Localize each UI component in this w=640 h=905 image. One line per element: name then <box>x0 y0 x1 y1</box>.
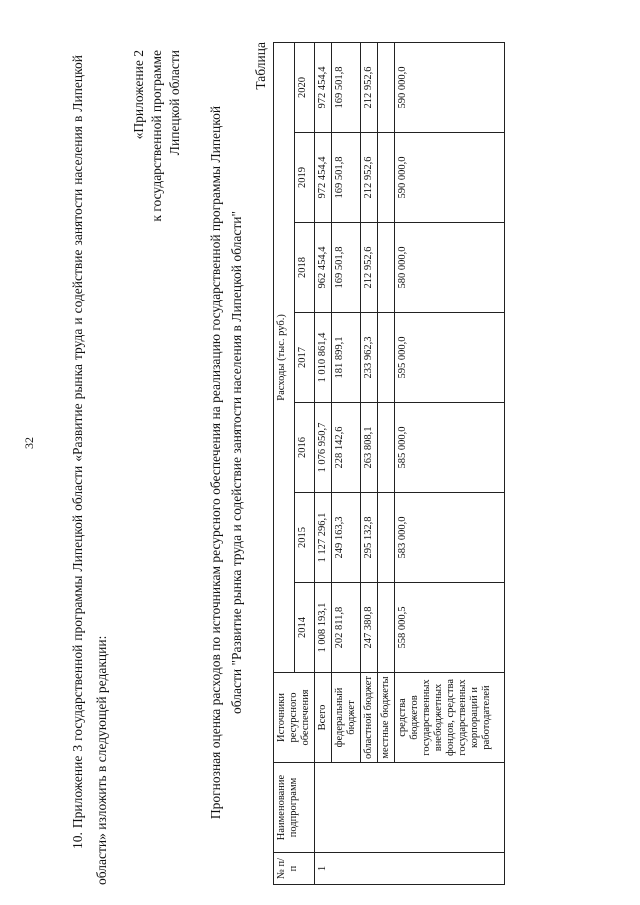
value-cell: 181 899,1 <box>332 313 361 403</box>
value-cell: 1 008 193,1 <box>315 583 332 673</box>
header-year: 2018 <box>294 223 315 313</box>
value-cell <box>378 493 395 583</box>
rotated-page-content <box>60 40 620 885</box>
value-cell: 558 000,5 <box>395 583 505 673</box>
value-cell <box>378 583 395 673</box>
header-year: 2019 <box>294 133 315 223</box>
source-cell: Всего <box>315 673 332 763</box>
header-expenses: Расходы (тыс. руб.) <box>274 42 295 672</box>
value-cell: 595 000,0 <box>395 313 505 403</box>
subprogram-name-cell <box>315 763 505 853</box>
value-cell: 202 811,8 <box>332 583 361 673</box>
source-cell: областной бюджет <box>361 673 378 763</box>
value-cell: 212 952,6 <box>361 133 378 223</box>
table-title-line-1: Прогнозная оценка расходов по источникам ресурсного обеспечения на реализацию государственной программы Липецкой <box>208 105 223 820</box>
value-cell: 263 808,1 <box>361 403 378 493</box>
table-title <box>205 40 247 885</box>
value-cell: 590 000,0 <box>395 42 505 132</box>
value-cell: 228 142,6 <box>332 403 361 493</box>
value-cell: 249 163,3 <box>332 493 361 583</box>
table-row <box>332 42 361 884</box>
value-cell: 212 952,6 <box>361 42 378 132</box>
table-row <box>378 42 395 884</box>
value-cell <box>378 133 395 223</box>
appendix-line-3: Липецкой области <box>167 50 182 156</box>
value-cell: 590 000,0 <box>395 133 505 223</box>
header-year: 2017 <box>294 313 315 403</box>
value-cell <box>378 42 395 132</box>
source-cell: местные бюджеты <box>378 673 395 763</box>
value-cell: 972 454,4 <box>315 133 332 223</box>
row-number: 1 <box>315 853 505 885</box>
value-cell: 169 501,8 <box>332 133 361 223</box>
appendix-line-1: «Приложение 2 <box>131 50 146 140</box>
value-cell <box>378 223 395 313</box>
value-cell: 972 454,4 <box>315 42 332 132</box>
appendix-line-2: к государственной программе <box>149 50 164 222</box>
value-cell <box>378 403 395 493</box>
value-cell: 212 952,6 <box>361 223 378 313</box>
header-year: 2020 <box>294 42 315 132</box>
header-subprogram-name: Наименование подпрограмм <box>274 763 315 853</box>
expenses-table <box>273 42 505 885</box>
value-cell: 585 000,0 <box>395 403 505 493</box>
value-cell: 1 127 296,1 <box>315 493 332 583</box>
value-cell: 233 962,3 <box>361 313 378 403</box>
table-row <box>315 42 332 884</box>
table-header-row-1 <box>274 42 295 884</box>
table-row <box>361 42 378 884</box>
appendix-header <box>130 50 184 222</box>
header-num: № п/п <box>274 853 315 885</box>
value-cell: 580 000,0 <box>395 223 505 313</box>
value-cell: 169 501,8 <box>332 42 361 132</box>
source-cell: средства бюджетов государственных внебюджетных фондов, средства государственных корпораций и работодателей <box>395 673 505 763</box>
value-cell: 247 380,8 <box>361 583 378 673</box>
intro-paragraph: 10. Приложение 3 государственной программы Липецкой области «Развитие рынка труда и содействие занятости населения в Липецкой области» изложить в следующей редакции: <box>70 55 109 885</box>
header-source: Источники ресурсного обеспечения <box>274 673 315 763</box>
page-number: 32 <box>22 437 36 449</box>
value-cell: 1 010 861,4 <box>315 313 332 403</box>
value-cell: 962 454,4 <box>315 223 332 313</box>
header-year: 2014 <box>294 583 315 673</box>
table-label: Таблица <box>253 42 268 90</box>
value-cell: 583 000,0 <box>395 493 505 583</box>
table-title-line-2: области "Развитие рынка труда и содействие занятости населения в Липецкой области" <box>229 211 244 714</box>
value-cell: 295 132,8 <box>361 493 378 583</box>
header-year: 2015 <box>294 493 315 583</box>
value-cell: 169 501,8 <box>332 223 361 313</box>
table-row <box>395 42 505 884</box>
value-cell <box>378 313 395 403</box>
value-cell: 1 076 950,7 <box>315 403 332 493</box>
source-cell: федеральный бюджет <box>332 673 361 763</box>
header-year: 2016 <box>294 403 315 493</box>
